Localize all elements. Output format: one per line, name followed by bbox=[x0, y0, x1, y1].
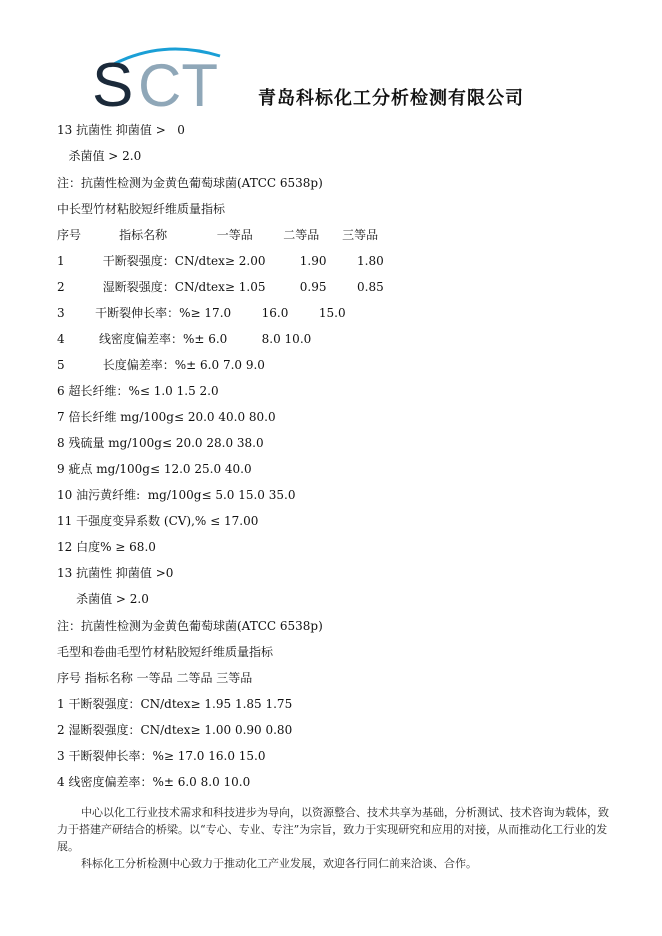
table-row: 杀菌值 > 2.0 bbox=[57, 592, 149, 606]
footer bbox=[57, 804, 617, 872]
table-row: 11 干强度变异系数 (CV),% ≤ 17.00 bbox=[57, 514, 259, 528]
section-title: 毛型和卷曲毛型竹材粘胶短纤维质量指标 bbox=[57, 645, 274, 659]
table-header: 序号 指标名称 一等品 二等品 三等品 bbox=[57, 228, 379, 242]
logo-ct-letters: CT bbox=[138, 52, 218, 110]
table-row: 13 抗菌性 抑菌值 >0 bbox=[57, 566, 174, 580]
table-row: 7 倍长纤维 mg/100g≤ 20.0 40.0 80.0 bbox=[57, 410, 276, 424]
table-row: 9 疵点 mg/100g≤ 12.0 25.0 40.0 bbox=[57, 462, 252, 476]
table-row: 8 残硫量 mg/100g≤ 20.0 28.0 38.0 bbox=[57, 436, 264, 450]
table-row: 12 白度% ≥ 68.0 bbox=[57, 540, 156, 554]
text-line: 杀菌值 > 2.0 bbox=[57, 149, 142, 163]
table-row: 4 线密度偏差率：%± 6.0 8.0 10.0 bbox=[57, 332, 312, 346]
page-header bbox=[0, 0, 662, 120]
text-line: 13 抗菌性 抑菌值 > 0 bbox=[57, 123, 185, 137]
text-line: 注：抗菌性检测为金黄色葡萄球菌(ATCC 6538p) bbox=[57, 619, 323, 633]
table-row: 2 湿断裂强度：CN/dtex≥ 1.05 0.95 0.85 bbox=[57, 280, 384, 294]
table-header: 序号 指标名称 一等品 二等品 三等品 bbox=[57, 671, 253, 685]
table-row: 3 干断裂伸长率：%≥ 17.0 16.0 15.0 bbox=[57, 749, 266, 763]
table-row: 4 线密度偏差率：%± 6.0 8.0 10.0 bbox=[57, 775, 251, 789]
section-title: 中长型竹材粘胶短纤维质量指标 bbox=[57, 202, 226, 216]
company-name: 青岛科标化工分析检测有限公司 bbox=[258, 88, 524, 109]
table-row: 1 干断裂强度：CN/dtex≥ 2.00 1.90 1.80 bbox=[57, 254, 384, 268]
table-row: 10 油污黄纤维: mg/100g≤ 5.0 15.0 35.0 bbox=[57, 488, 296, 502]
table-row: 5 长度偏差率：%± 6.0 7.0 9.0 bbox=[57, 358, 265, 372]
logo-s-letter: S bbox=[92, 51, 134, 110]
sct-logo bbox=[92, 46, 237, 110]
table-row: 2 湿断裂强度：CN/dtex≥ 1.00 0.90 0.80 bbox=[57, 723, 293, 737]
footer-paragraph: 科标化工分析检测中心致力于推动化工产业发展，欢迎各行同仁前来洽谈、合作。 bbox=[81, 857, 477, 870]
footer-paragraph: 中心以化工行业技术需求和科技进步为导向，以资源整合、技术共享为基础，分析测试、技术咨询为载体，致力于搭建产研结合的桥梁。以“专心、专业、专注”为宗旨，致力于实现研究和应用的对接，从而推动化工行业的发展。 bbox=[57, 806, 609, 853]
text-line: 注：抗菌性检测为金黄色葡萄球菌(ATCC 6538p) bbox=[57, 176, 323, 190]
table-row: 6 超长纤维：%≤ 1.0 1.5 2.0 bbox=[57, 384, 219, 398]
table-row: 3 干断裂伸长率：%≥ 17.0 16.0 15.0 bbox=[57, 306, 346, 320]
table-row: 1 干断裂强度：CN/dtex≥ 1.95 1.85 1.75 bbox=[57, 697, 293, 711]
